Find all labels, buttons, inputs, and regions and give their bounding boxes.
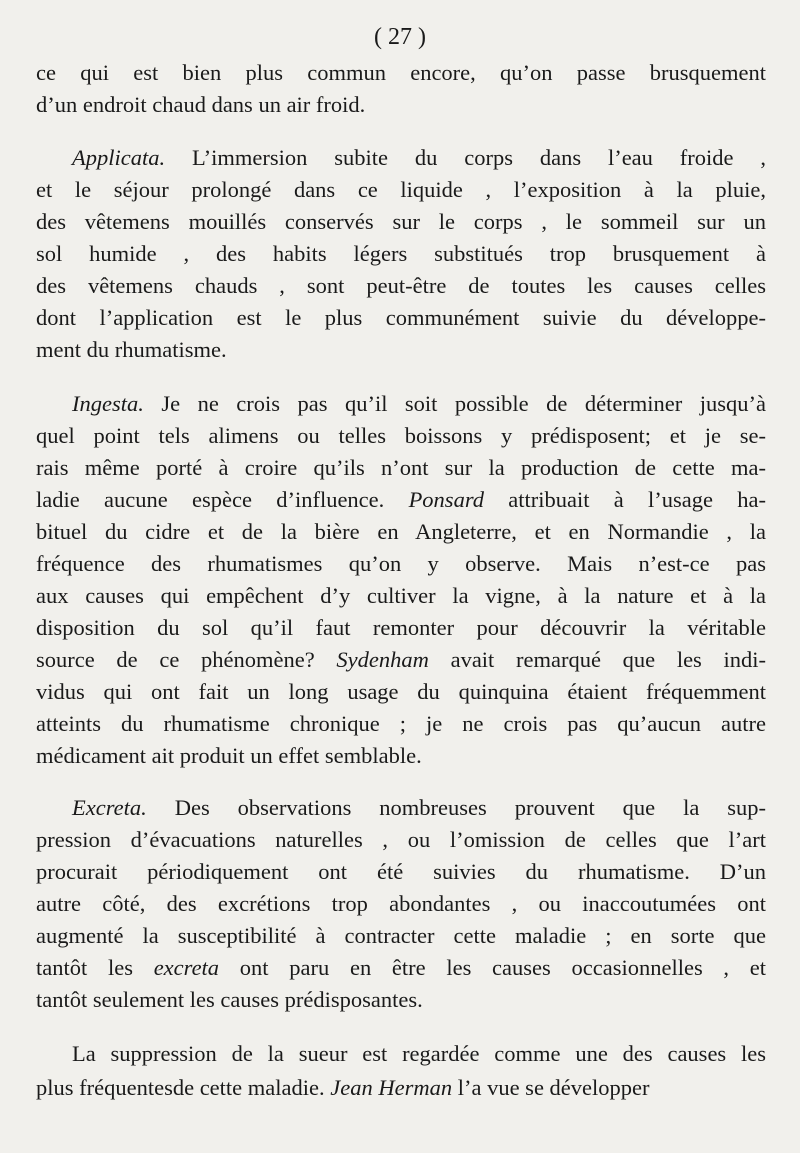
text-run: Des observations nombreuses prouvent que la sup- — [146, 795, 766, 820]
text-run: aux causes qui empêchent d’y cultiver la vigne, à la nature et à la — [36, 583, 766, 608]
text-line — [36, 452, 766, 484]
text-line — [36, 270, 766, 302]
text-line — [36, 740, 766, 772]
text-run: augmenté la susceptibilité à contracter cette maladie ; en sorte que — [36, 923, 766, 948]
text-run: procurait périodiquement ont été suivies du rhumatisme. D’un — [36, 859, 766, 884]
page-number: ( 27 ) — [374, 24, 426, 50]
text-run: l’a vue se développer — [452, 1075, 650, 1100]
text-run: atteints du rhumatisme chronique ; je ne crois pas qu’aucun autre — [36, 711, 766, 736]
text-line — [36, 676, 766, 708]
text-line — [36, 888, 766, 920]
text-run: d’un endroit chaud dans un air froid. — [36, 92, 366, 117]
text-line — [36, 89, 766, 121]
text-line — [72, 1038, 766, 1070]
text-run: ment du rhumatisme. — [36, 337, 227, 362]
text-run: ce qui est bien plus commun encore, qu’on passe brusquement — [36, 60, 766, 85]
text-run: ladie aucune espèce d’influence. — [36, 487, 409, 512]
text-run: et le séjour prolongé dans ce liquide , l’exposition à la pluie, — [36, 177, 766, 202]
italic-run: Sydenham — [336, 647, 429, 672]
text-line — [36, 952, 766, 984]
text-line — [36, 206, 766, 238]
text-run: vidus qui ont fait un long usage du quinquina étaient fréquemment — [36, 679, 766, 704]
text-line — [36, 334, 766, 366]
text-line — [36, 302, 766, 334]
text-run: L’immersion subite du corps dans l’eau froide , — [165, 145, 766, 170]
italic-run: Applicata. — [72, 145, 166, 170]
text-run: quel point tels alimens ou telles boissons y prédisposent; et je se- — [36, 423, 766, 448]
text-run: disposition du sol qu’il faut remonter pour découvrir la véritable — [36, 615, 766, 640]
italic-run: Jean Herman — [330, 1075, 453, 1100]
text-run: tantôt les — [36, 955, 154, 980]
italic-run: excreta — [153, 955, 220, 980]
text-run: fréquence des rhumatismes qu’on y observe. Mais n’est-ce pas — [36, 551, 766, 576]
text-line — [36, 548, 766, 580]
text-line — [36, 484, 766, 516]
text-run: des vêtemens chauds , sont peut-être de toutes les causes celles — [36, 273, 766, 298]
text-run: rais même porté à croire qu’ils n’ont sur la production de cette ma- — [36, 455, 766, 480]
text-line — [72, 388, 766, 420]
text-run: bituel du cidre et de la bière en Angleterre, et en Normandie , la — [36, 519, 766, 544]
text-line — [72, 142, 766, 174]
text-run: sol humide , des habits légers substitués trop brusquement à — [36, 241, 766, 266]
text-run: dont l’application est le plus communément suivie du développe- — [36, 305, 766, 330]
text-line — [36, 824, 766, 856]
text-line — [36, 238, 766, 270]
text-run: source de ce phénomène? — [36, 647, 337, 672]
text-line — [36, 420, 766, 452]
text-run: tantôt seulement les causes prédisposantes. — [36, 987, 423, 1012]
text-run: avait remarqué que les indi- — [428, 647, 766, 672]
text-line — [36, 580, 766, 612]
text-line — [36, 856, 766, 888]
text-line — [36, 1072, 766, 1104]
text-line — [72, 792, 766, 824]
text-run: attribuait à l’usage ha- — [483, 487, 766, 512]
text-line — [36, 920, 766, 952]
text-run: ont paru en être les causes occasionnelles , et — [219, 955, 767, 980]
text-line — [36, 174, 766, 206]
text-line — [36, 516, 766, 548]
text-run: La suppression de la sueur est regardée comme une des causes les — [72, 1041, 766, 1066]
text-run: plus fréquentesde cette maladie. — [36, 1075, 331, 1100]
text-run: médicament ait produit un effet semblable. — [36, 743, 422, 768]
text-run: des vêtemens mouillés conservés sur le corps , le sommeil sur un — [36, 209, 766, 234]
text-run: pression d’évacuations naturelles , ou l’omission de celles que l’art — [36, 827, 766, 852]
text-line — [36, 984, 766, 1016]
text-run: autre côté, des excrétions trop abondantes , ou inaccoutumées ont — [36, 891, 766, 916]
italic-run: Ponsard — [408, 487, 484, 512]
text-line — [36, 57, 766, 89]
text-run: Je ne crois pas qu’il soit possible de déterminer jusqu’à — [143, 391, 766, 416]
text-line — [36, 708, 766, 740]
italic-run: Excreta. — [72, 795, 147, 820]
text-line — [36, 612, 766, 644]
text-line — [36, 644, 766, 676]
italic-run: Ingesta. — [72, 391, 144, 416]
